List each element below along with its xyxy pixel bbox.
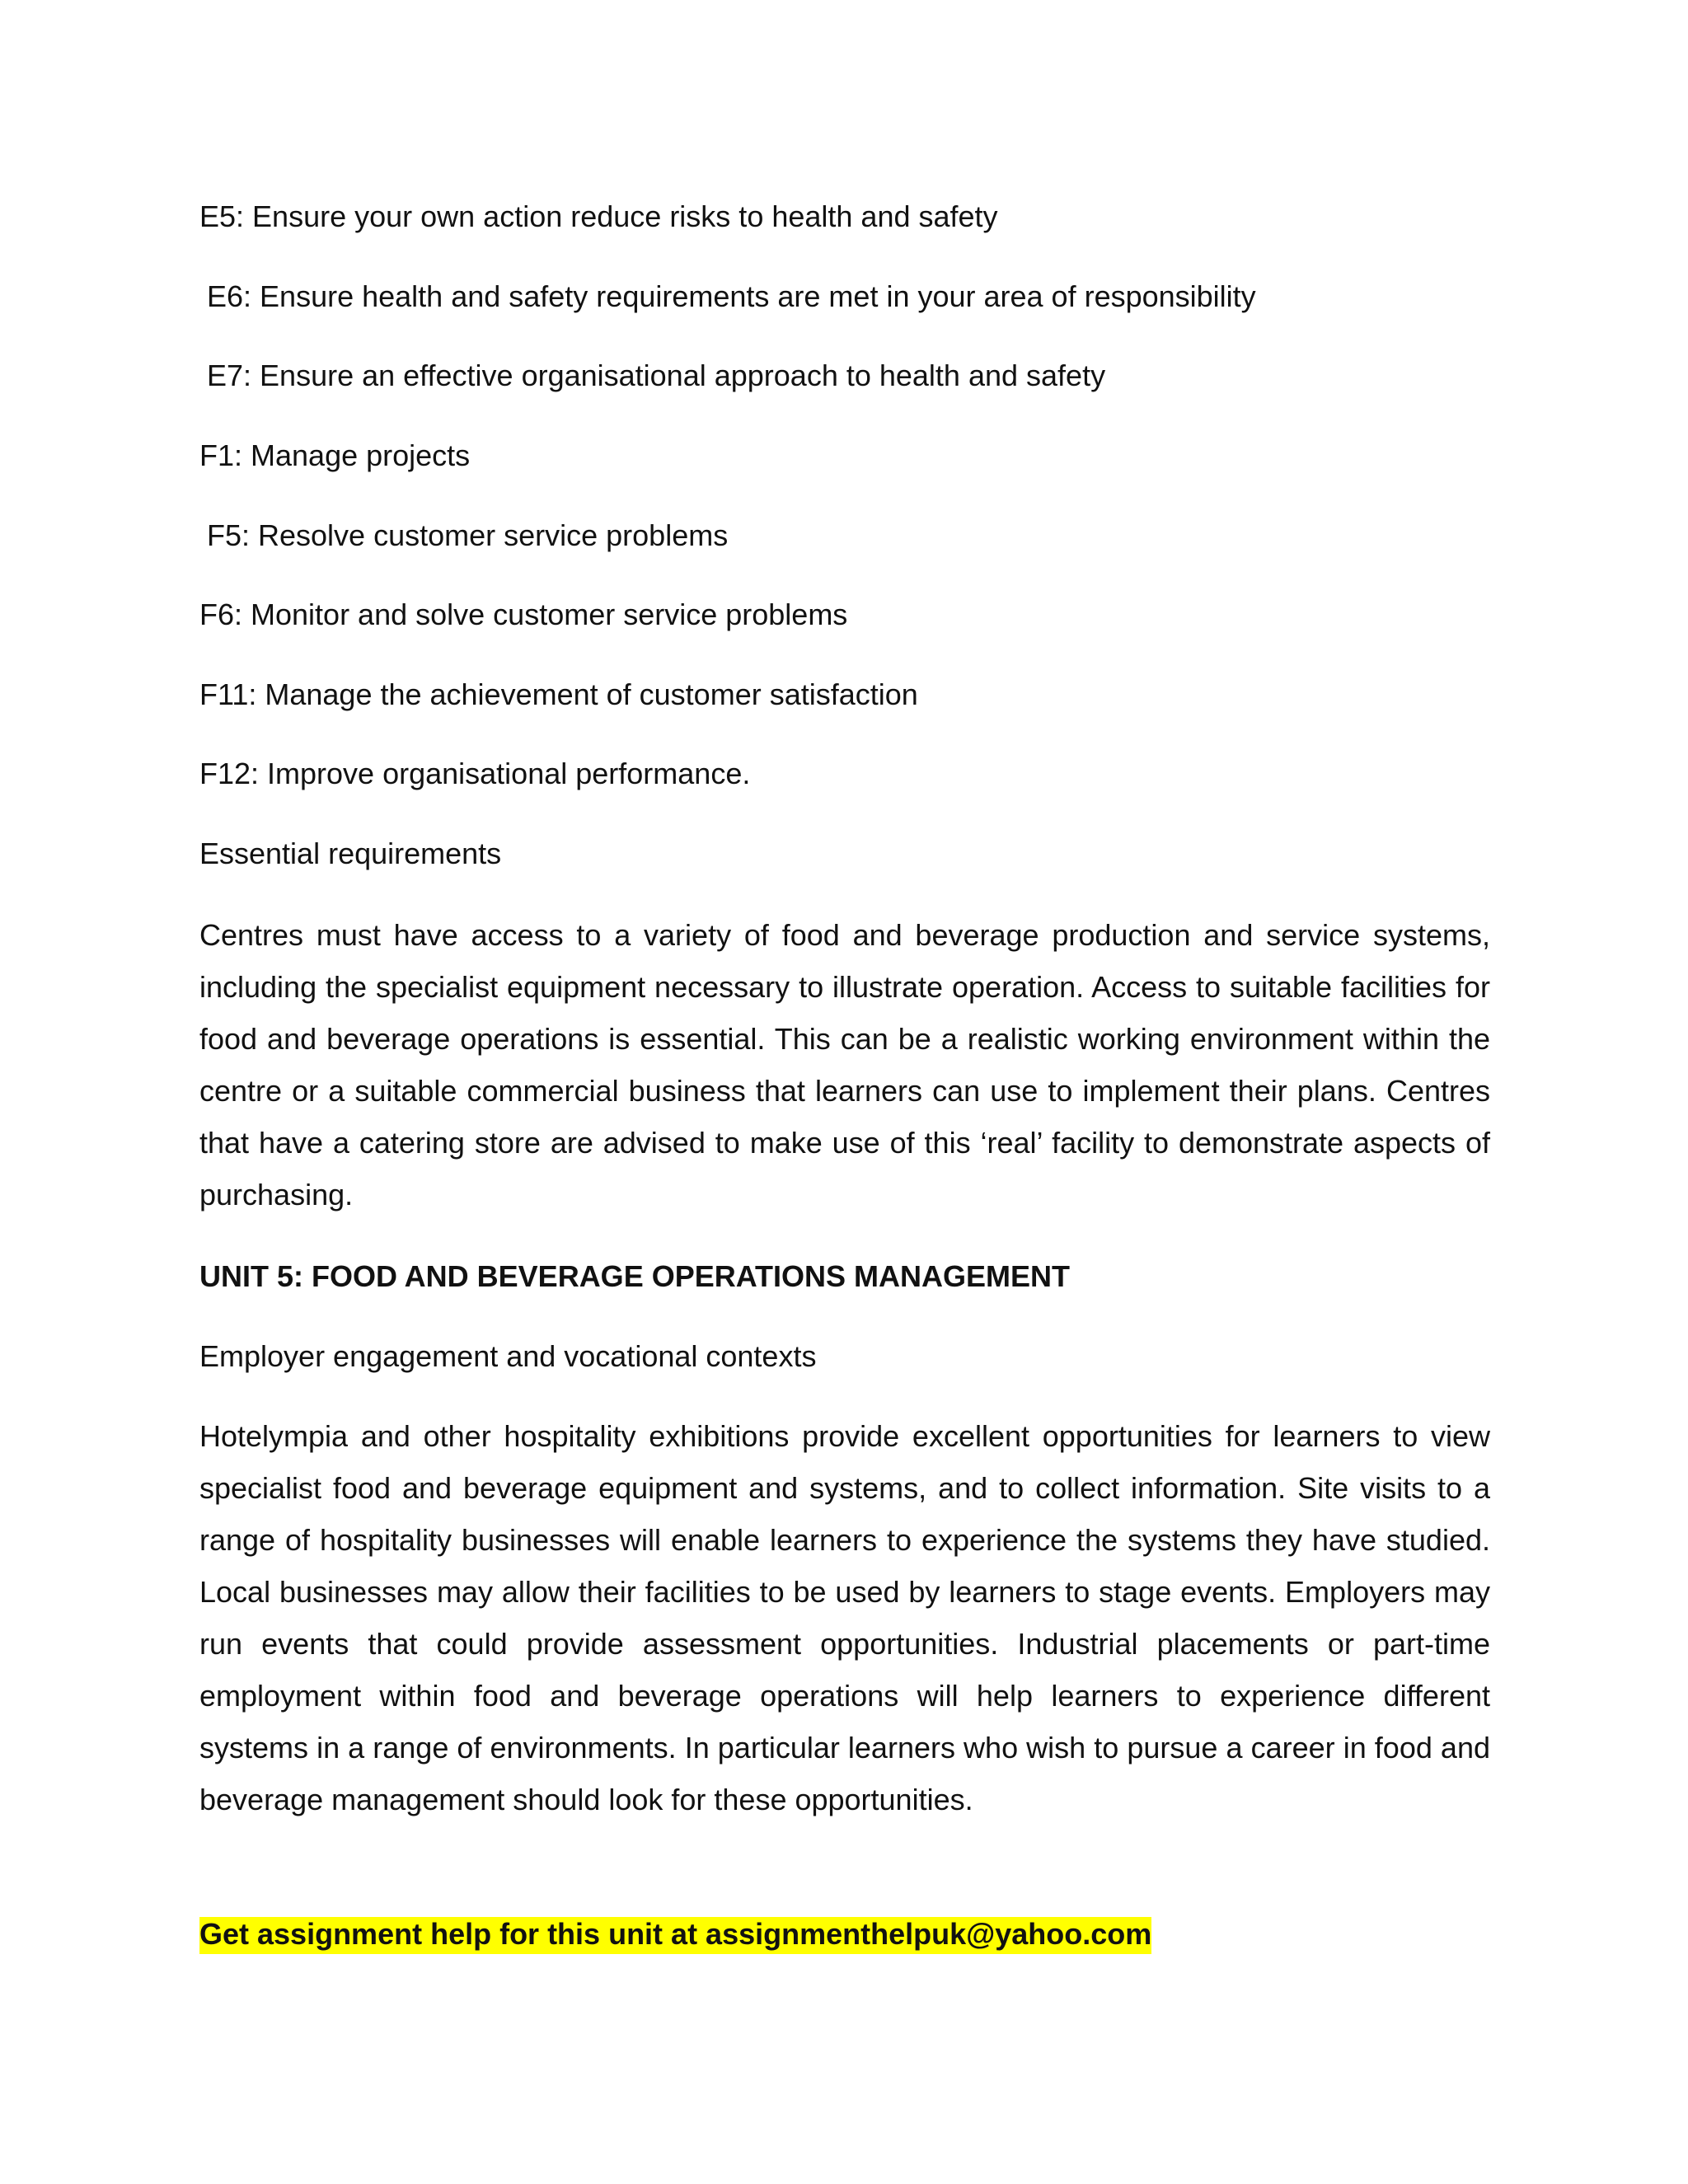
employer-engagement-paragraph: Hotelympia and other hospitality exhibitions provide excellent opportunities for learners to view specialist food and beverage equipment and systems, and to collect information. Site visits to a range of hospitality businesses will enable learners to experience the systems they have studied. Local businesses may allow their facilities to be used by learners to stage events. Employers may run events that could provide assessment opportunities. Industrial placements or part-time employment within food and beverage operations will help learners to experience different systems in a range of environments. In particular learners who wish to pursue a career in food and beverage management should look for these opportunities. xyxy=(199,1419,1490,1816)
unit-item-f5: F5: Resolve customer service problems xyxy=(207,518,729,552)
essential-requirements-paragraph: Centres must have access to a variety of food and beverage production and service systems, including the specialist equipment necessary to illustrate operation. Access to suitable facilities for food and beverage operations is essential. This can be a realistic working environment within the centre or a suitable commercial business that learners can use to implement their plans. Centres that have a catering store are advised to make use of this ‘real’ facility to demonstrate aspects of purchasing. xyxy=(199,918,1490,1212)
unit-item-f12: F12: Improve organisational performance. xyxy=(199,757,751,790)
unit-item-e6: E6: Ensure health and safety requirements are met in your area of responsibility xyxy=(207,279,1256,313)
unit-item-f1: F1: Manage projects xyxy=(199,438,471,472)
unit-title: UNIT 5: FOOD AND BEVERAGE OPERATIONS MANAGEMENT xyxy=(199,1259,1071,1293)
unit-item-e7: E7: Ensure an effective organisational approach to health and safety xyxy=(207,359,1106,392)
unit-item-e5: E5: Ensure your own action reduce risks to health and safety xyxy=(199,199,998,233)
essential-requirements-heading: Essential requirements xyxy=(199,837,502,870)
assignment-help-text: Get assignment help for this unit at assignmenthelpuk@yahoo.com xyxy=(199,1917,1151,1954)
unit-item-f11: F11: Manage the achievement of customer satisfaction xyxy=(199,677,918,711)
unit-item-f6: F6: Monitor and solve customer service problems xyxy=(199,598,848,631)
assignment-help-callout xyxy=(199,1916,1151,1952)
employer-engagement-heading: Employer engagement and vocational contexts xyxy=(199,1339,817,1373)
